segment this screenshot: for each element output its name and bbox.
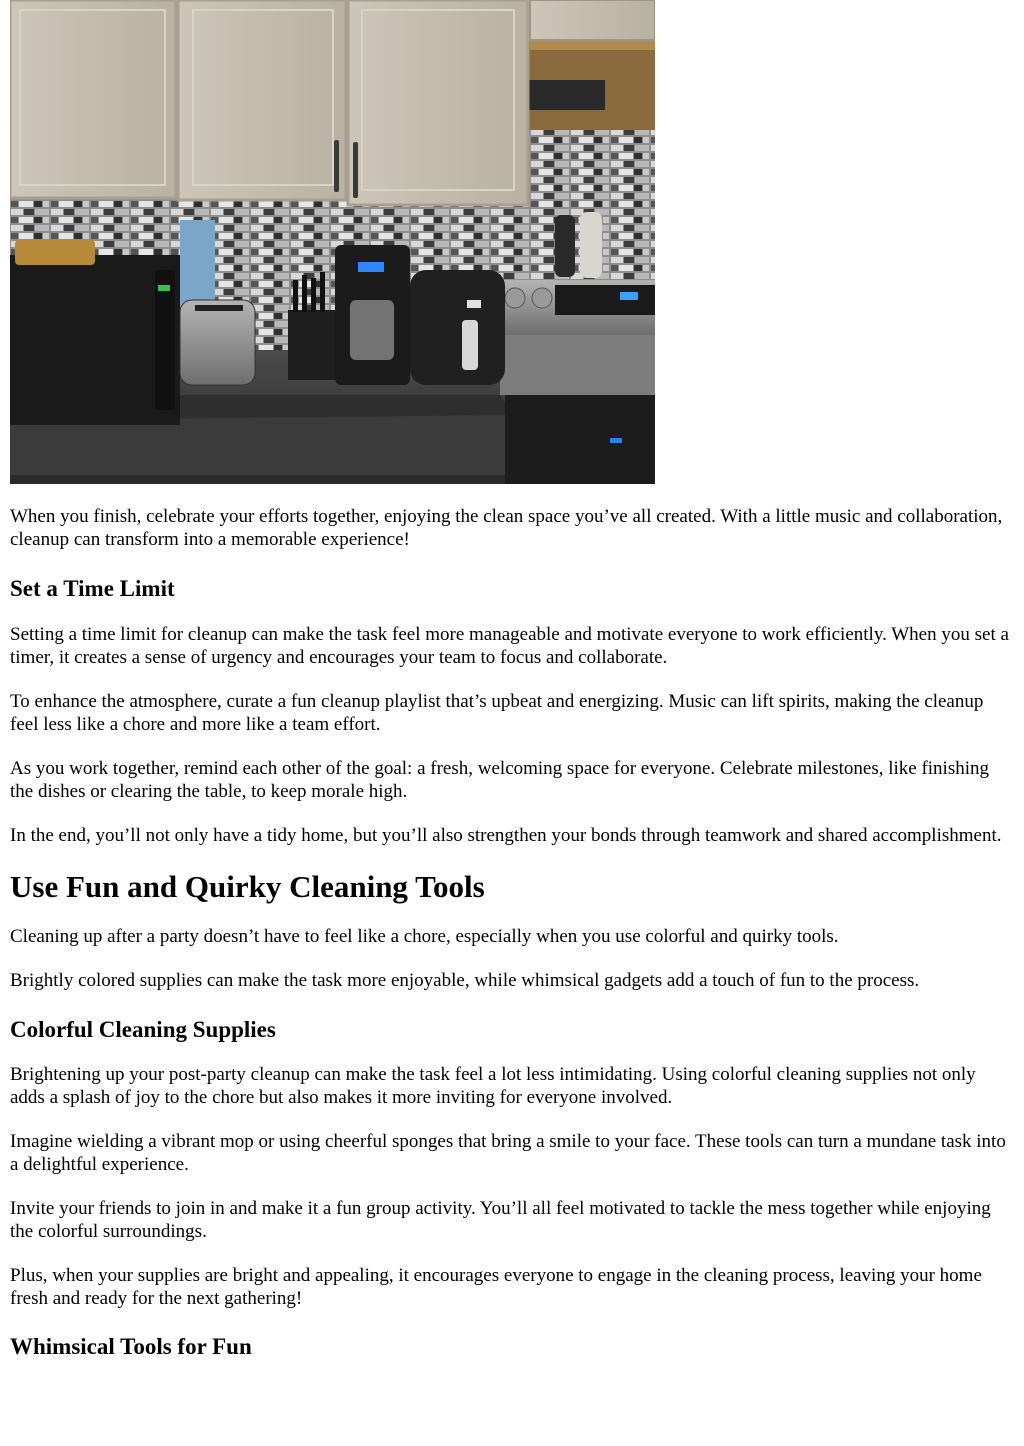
heading-colorful-supplies: Colorful Cleaning Supplies bbox=[10, 1017, 276, 1042]
colorful-paragraph-1: Brightening up your post-party cleanup can make the task feel a lot less intimidating. Using colorful cleaning supplies not only adds a splash of joy to the chore but also makes it more inviting for everyone involved. bbox=[10, 1064, 976, 1108]
colorful-paragraph-4: Plus, when your supplies are bright and appealing, it encourages everyone to engage in the cleaning process, leaving your home fresh and ready for the next gathering! bbox=[10, 1265, 982, 1309]
colorful-paragraph-3: Invite your friends to join in and make it a fun group activity. You’ll all feel motivated to tackle the mess together while enjoying the colorful surroundings. bbox=[10, 1198, 991, 1242]
heading-set-time-limit: Set a Time Limit bbox=[10, 576, 175, 601]
heading-whimsical-tools: Whimsical Tools for Fun bbox=[10, 1334, 252, 1359]
time-limit-paragraph-2: To enhance the atmosphere, curate a fun cleanup playlist that’s upbeat and energizing. Music can lift spirits, making the cleanup feel less like a chore and more like a team effort. bbox=[10, 691, 984, 735]
kitchen-photo bbox=[10, 0, 655, 484]
tools-paragraph-2: Brightly colored supplies can make the task more enjoyable, while whimsical gadgets add a touch of fun to the process. bbox=[10, 970, 920, 991]
colorful-paragraph-2: Imagine wielding a vibrant mop or using cheerful sponges that bring a smile to your face. These tools can turn a mundane task into a delightful experience. bbox=[10, 1131, 1006, 1175]
time-limit-paragraph-1: Setting a time limit for cleanup can make the task feel more manageable and motivate everyone to work efficiently. When you set a timer, it creates a sense of urgency and encourages your team to focus and collaborate. bbox=[10, 624, 1009, 668]
time-limit-paragraph-4: In the end, you’ll not only have a tidy home, but you’ll also strengthen your bonds through teamwork and shared accomplishment. bbox=[10, 825, 1002, 846]
intro-paragraph: When you finish, celebrate your efforts together, enjoying the clean space you’ve all created. With a little music and collaboration, cleanup can transform into a memorable experience! bbox=[10, 506, 1003, 550]
tools-paragraph-1: Cleaning up after a party doesn’t have to feel like a chore, especially when you use colorful and quirky tools. bbox=[10, 926, 839, 947]
article-page bbox=[10, 0, 1014, 1360]
time-limit-paragraph-3: As you work together, remind each other of the goal: a fresh, welcoming space for everyone. Celebrate milestones, like finishing the dishes or clearing the table, to keep morale high. bbox=[10, 758, 990, 802]
heading-fun-quirky-tools: Use Fun and Quirky Cleaning Tools bbox=[10, 869, 485, 904]
